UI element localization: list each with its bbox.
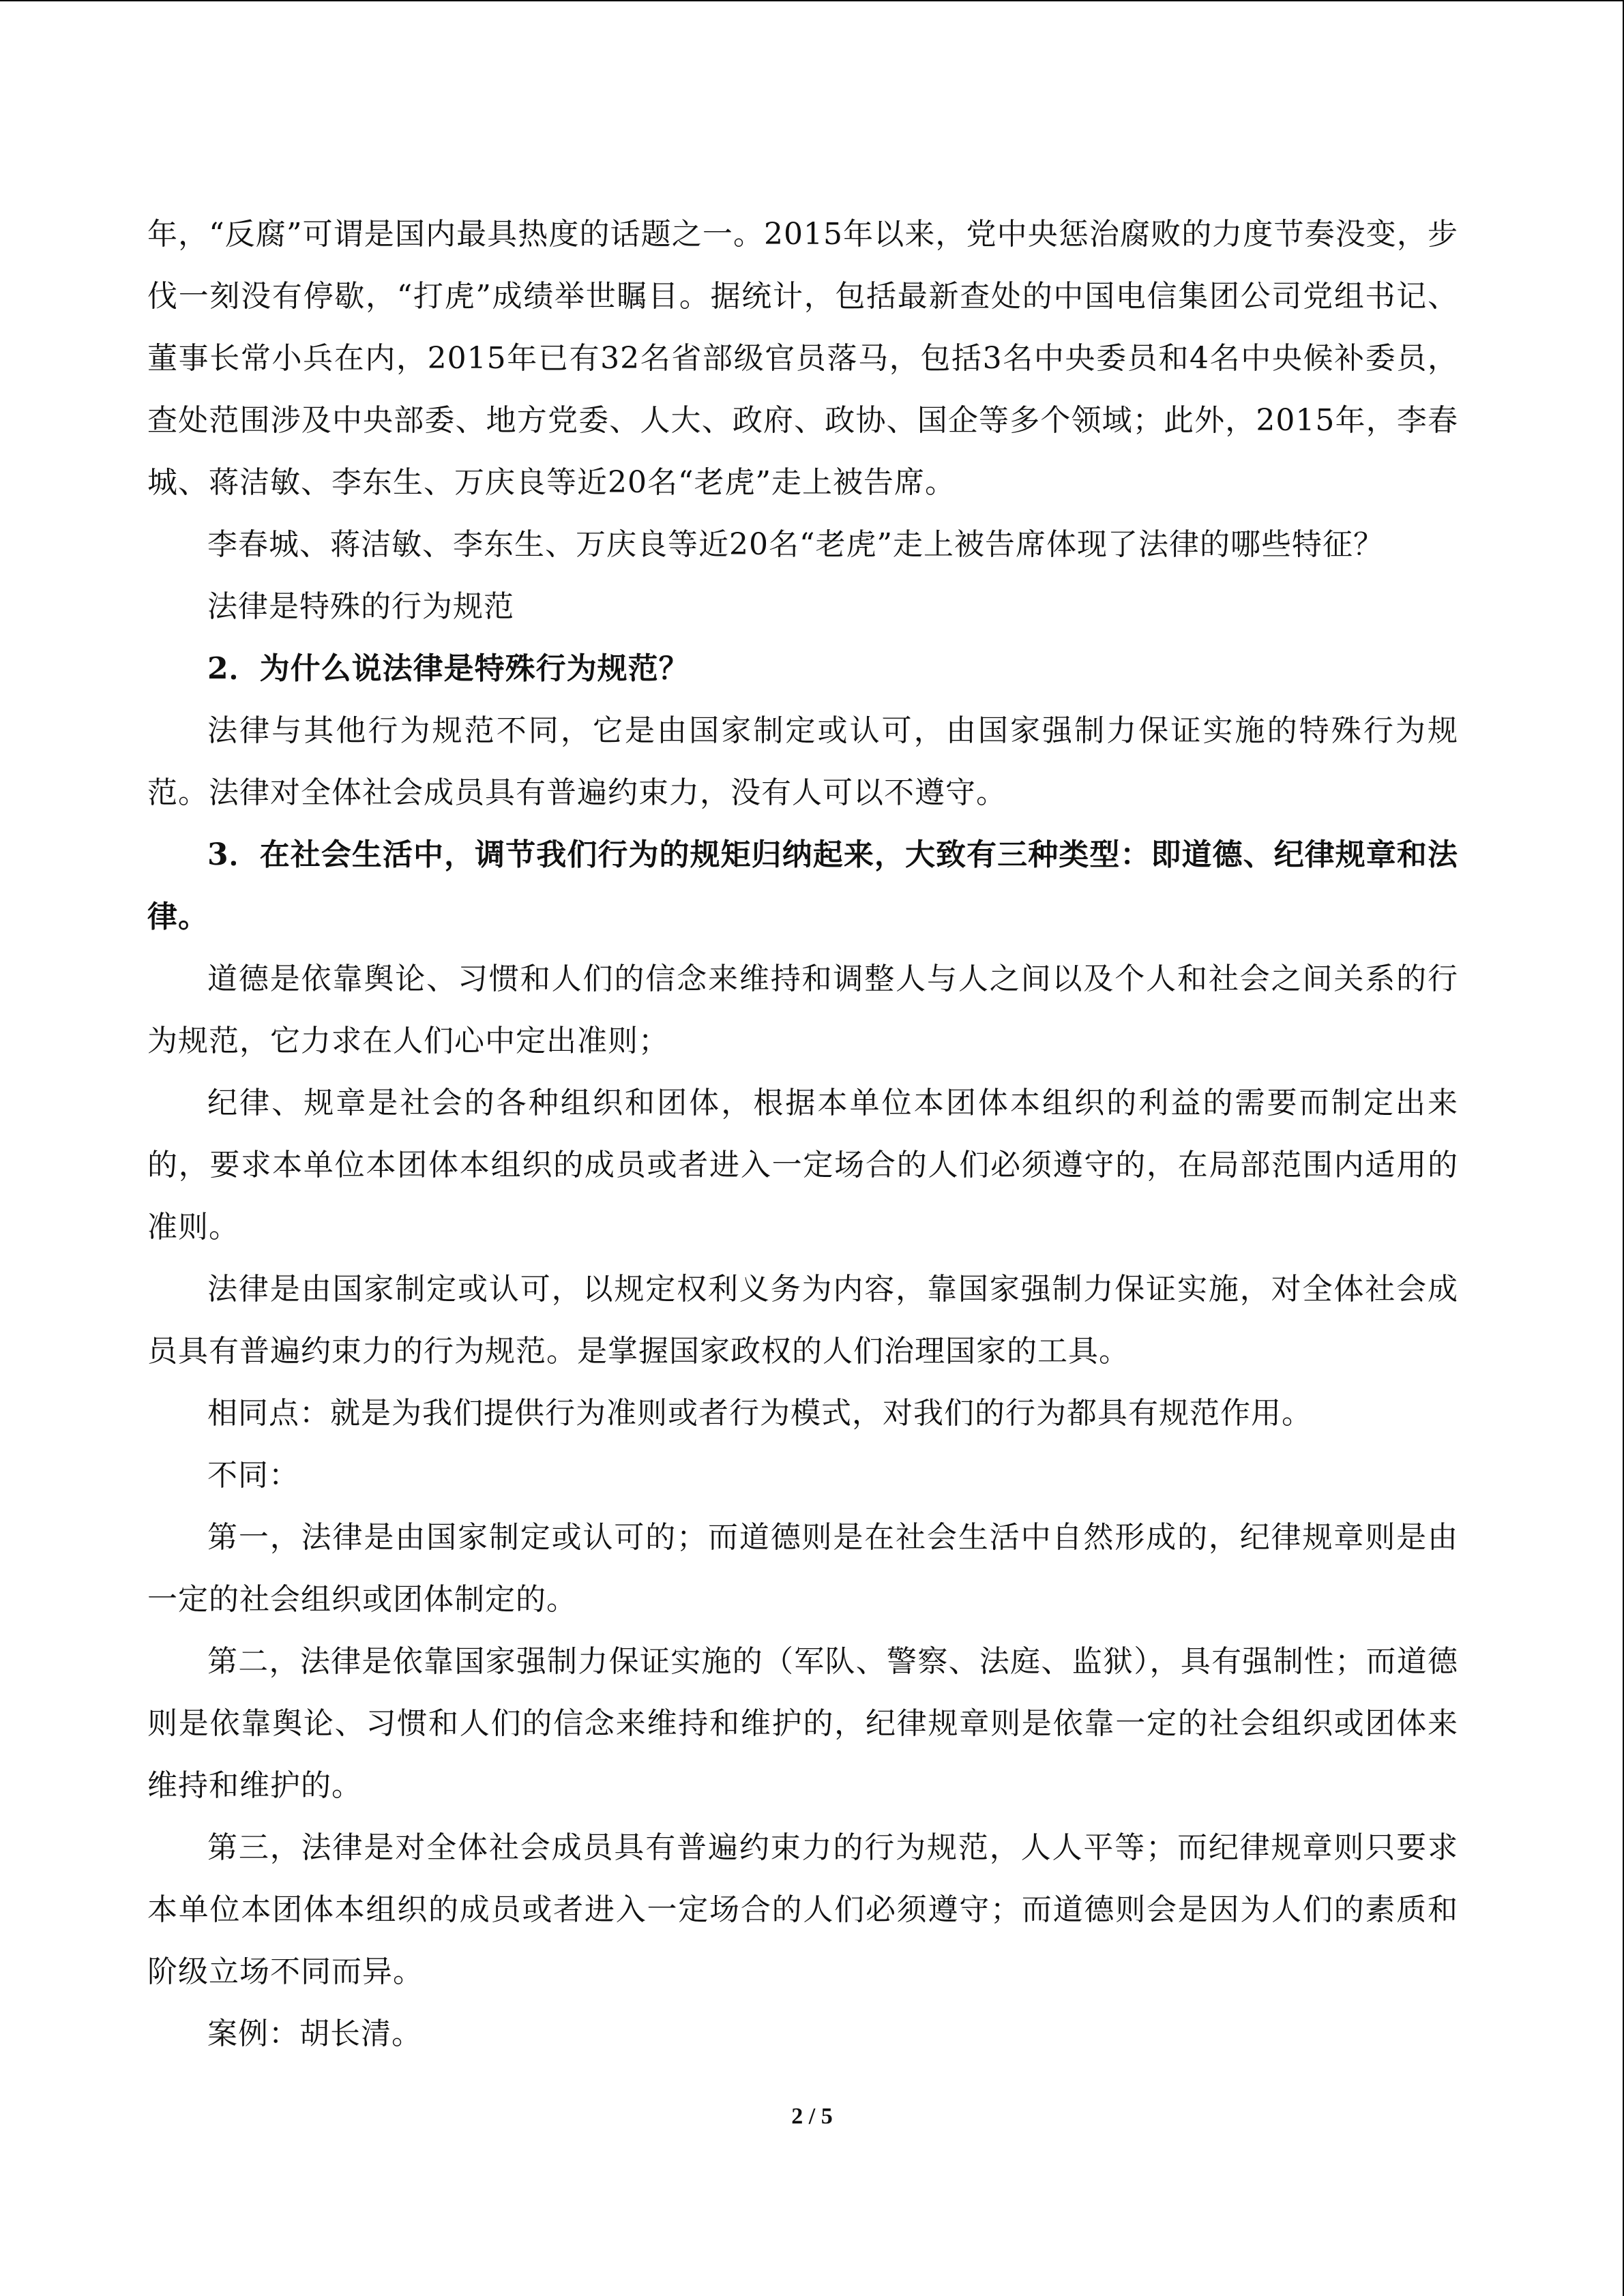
paragraph-differences-label: 不同： bbox=[207, 1458, 299, 1493]
paragraph-difference-second: 第二，法律是依靠国家强制力保证实施的（军队、警察、法庭、监狱），具有强制性；而道德则是依靠舆论、习惯和人们的信念来维持和维护的，纪律规章则是依靠一定的社会组织或团体来维持和维护的。 bbox=[147, 1644, 1458, 1803]
paragraph-difference-third: 第三，法律是对全体社会成员具有普遍约束力的行为规范，人人平等；而纪律规章则只要求本单位本团体本组织的成员或者进入一定场合的人们必须遵守；而道德则会是因为人们的素质和阶级立场不同而异。 bbox=[147, 1830, 1458, 1989]
paragraph-difference-first: 第一，法律是由国家制定或认可的；而道德则是在社会生活中自然形成的，纪律规章则是由一定的社会组织或团体制定的。 bbox=[147, 1520, 1458, 1617]
paragraph-discipline-rules: 纪律、规章是社会的各种组织和团体，根据本单位本团体本组织的利益的需要而制定出来的，要求本单位本团体本组织的成员或者进入一定场合的人们必须遵守的，在局部范围内适用的准则。 bbox=[147, 1086, 1458, 1244]
paragraph-similarities: 相同点：就是为我们提供行为准则或者行为模式，对我们的行为都具有规范作用。 bbox=[207, 1396, 1312, 1431]
heading-point-3: 3．在社会生活中，调节我们行为的规矩归纳起来，大致有三种类型：即道德、纪律规章和法律。 bbox=[147, 837, 1458, 934]
heading-question-2: 2．为什么说法律是特殊行为规范？ bbox=[207, 651, 690, 686]
paragraph-morality: 道德是依靠舆论、习惯和人们的信念来维持和调整人与人之间以及个人和社会之间关系的行为规范，它力求在人们心中定出准则； bbox=[147, 961, 1458, 1058]
page-number: 2 / 5 bbox=[791, 2104, 833, 2129]
paragraph-law-special-norm: 法律是特殊的行为规范 bbox=[207, 589, 514, 624]
page-border-top bbox=[0, 0, 1624, 1]
paragraph-case-example: 案例：胡长清。 bbox=[207, 2016, 422, 2051]
paragraph-law-definition: 法律是由国家制定或认可，以规定权利义务为内容，靠国家强制力保证实施，对全体社会成员具有普遍约束力的行为规范。是掌握国家政权的人们治理国家的工具。 bbox=[147, 1272, 1458, 1369]
document-body bbox=[147, 203, 1458, 2065]
paragraph-anti-corruption-intro: 年，“反腐”可谓是国内最具热度的话题之一。2015年以来，党中央惩治腐败的力度节奏没变，步伐一刻没有停歇，“打虎”成绩举世瞩目。据统计，包括最新查处的中国电信集团公司党组书记、董事长常小兵在内，2015年已有32名省部级官员落马，包括3名中央委员和4名中央候补委员，查处范围涉及中央部委、地方党委、人大、政府、政协、国企等多个领域；此外，2015年，李春城、蒋洁敏、李东生、万庆良等近20名“老虎”走上被告席。 bbox=[147, 217, 1458, 500]
paragraph-answer-2: 法律与其他行为规范不同，它是由国家制定或认可，由国家强制力保证实施的特殊行为规范。法律对全体社会成员具有普遍约束力，没有人可以不遵守。 bbox=[147, 713, 1458, 810]
paragraph-question-law-features: 李春城、蒋洁敏、李东生、万庆良等近20名“老虎”走上被告席体现了法律的哪些特征？ bbox=[207, 527, 1384, 562]
